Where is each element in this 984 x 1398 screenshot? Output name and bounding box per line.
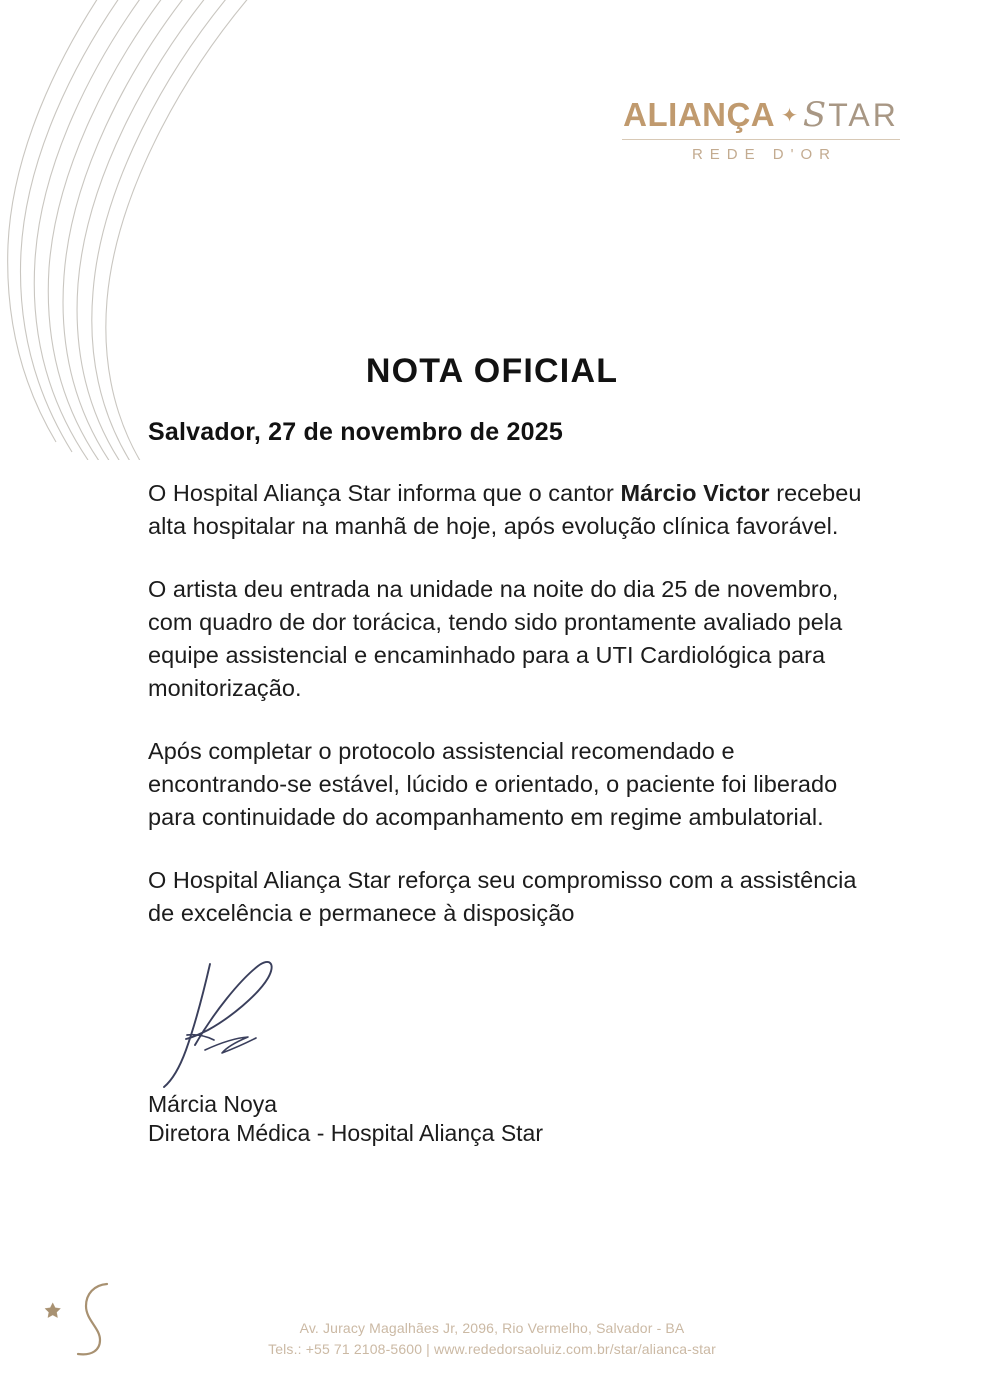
- signatory-name: Márcia Noya: [148, 1091, 278, 1117]
- paragraph-1-text-after: recebeu alta hospitalar na manhã de hoje, após evolução clínica favorável.: [148, 480, 862, 539]
- logo-wordmark: [616, 95, 906, 135]
- logo-star-s-letter: S: [802, 95, 827, 135]
- page-title: NOTA OFICIAL: [365, 352, 619, 390]
- signatory-role: Diretora Médica - Hospital Aliança Star: [148, 1120, 543, 1146]
- curved-lines-flourish-icon: [0, 0, 300, 460]
- handwritten-signature-icon: [148, 950, 358, 1090]
- patient-name: Márcio Victor: [620, 480, 770, 506]
- footer-contact-info: [0, 1318, 984, 1360]
- star-dot-icon: ✦: [781, 105, 798, 127]
- footer-address: Av. Juracy Magalhães Jr, 2096, Rio Vermelho, Salvador - BA: [299, 1320, 685, 1336]
- paragraph-1-text-before: O Hospital Aliança Star informa que o cantor: [148, 480, 621, 506]
- paragraph-4: O Hospital Aliança Star reforça seu compromisso com a assistência de excelência e permanece à disposição: [148, 867, 857, 926]
- document-body: [148, 418, 878, 930]
- paragraph-1: [148, 477, 878, 543]
- logo-alianca-text: ALIANÇA: [623, 96, 776, 133]
- paragraph-3: Após completar o protocolo assistencial recomendado e encontrando-se estável, lúcido e orientado, o paciente foi liberado para continuidade do acompanhamento em regime ambulatorial.: [148, 738, 838, 830]
- paragraph-2: O artista deu entrada na unidade na noite do dia 25 de novembro, com quadro de dor torácica, tendo sido prontamente avaliado pela equipe assistencial e encaminhado para a UTI Cardiológica para monitorização.: [148, 576, 843, 701]
- brand-logo: [616, 95, 906, 163]
- logo-subtitle: REDE D'OR: [691, 146, 838, 163]
- logo-divider: [622, 139, 900, 140]
- footer-contact: Tels.: +55 71 2108-5600 | www.rededorsaoluiz.com.br/star/alianca-star: [268, 1341, 716, 1357]
- signature-block: [148, 950, 748, 1148]
- logo-star-text: TAR: [828, 97, 899, 133]
- date-line: Salvador, 27 de novembro de 2025: [148, 418, 563, 446]
